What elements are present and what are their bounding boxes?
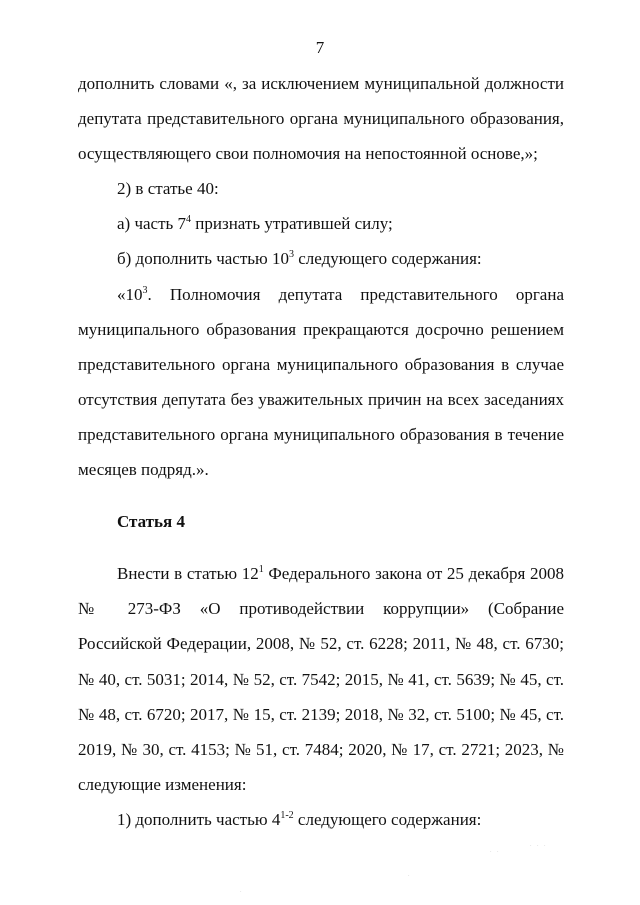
article-title: Статья 4 [117, 512, 185, 532]
quoted-paragraph-line: представительного органа муниципального образования в течение [78, 424, 564, 444]
paragraph-line: следующие изменения: [78, 774, 247, 794]
quoted-paragraph-line: «$10^3$. Полномочия депутата представительного органа [117, 284, 564, 304]
paragraph-line: Российской Федерации, 2008, № 52, ст. 6228; 2011, № 48, ст. 6730; [78, 634, 564, 654]
quoted-paragraph-line: месяцев подряд.». [78, 460, 209, 480]
list-item-1: 1) дополнить частью 4$^{1-2}$ следующего содержания: [117, 809, 482, 829]
quoted-paragraph-line: представительного органа муниципального образования в случае [78, 354, 564, 374]
paragraph-line: дополнить словами «, за исключением муниципальной должности [78, 74, 564, 93]
scan-artifact: . [240, 888, 244, 894]
paragraph-line: № 48, ст. 6720; 2017, № 15, ст. 2139; 2018, № 32, ст. 5100; № 45, ст. [78, 704, 564, 724]
document-body [78, 66, 564, 837]
paragraph-line: № 273-ФЗ «О противодействии коррупции» (Собрание [78, 599, 564, 619]
scan-artifact: . . [490, 848, 501, 854]
quoted-paragraph-line: муниципального образования прекращаются досрочно решением [78, 319, 564, 339]
scan-artifact: . . . [530, 842, 548, 848]
paragraph-line: Внести в статью $12^1$ Федерального закона от 25 декабря 2008 [117, 564, 564, 584]
paragraph-line: депутата представительного органа муниципального образования, [78, 109, 564, 129]
list-item-a: а) часть $7^4$ признать утратившей силу; [117, 214, 393, 234]
scan-artifact: . [408, 872, 412, 878]
page-number: 7 [315, 38, 325, 57]
paragraph-line: 2019, № 30, ст. 4153; № 51, ст. 7484; 2020, № 17, ст. 2721; 2023, № [78, 739, 564, 759]
list-item-article-40: 2) в статье 40: [117, 179, 219, 199]
list-item-b: б) дополнить частью $10^3$ следующего содержания: [117, 249, 482, 269]
paragraph-line: осуществляющего свои полномочия на непостоянной основе,»; [78, 144, 538, 164]
quoted-paragraph-line: отсутствия депутата без уважительных причин на всех заседаниях [78, 389, 564, 409]
paragraph-line: № 40, ст. 5031; 2014, № 52, ст. 7542; 2015, № 41, ст. 5639; № 45, ст. [78, 669, 564, 689]
